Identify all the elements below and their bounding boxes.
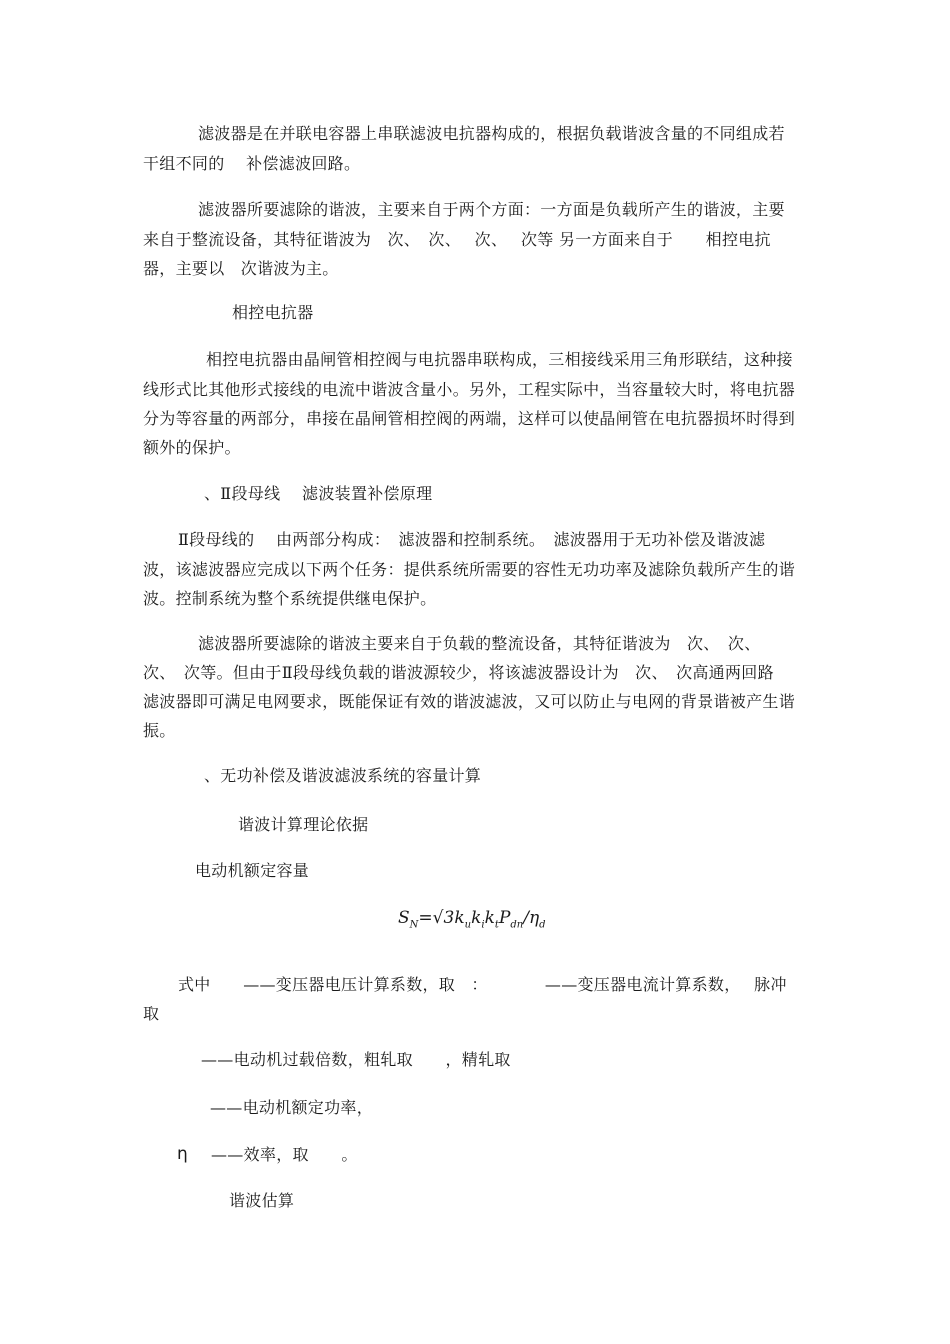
paragraph-line: 分为等容量的两部分，串接在晶闸管相控阀的两端，这样可以使晶闸管在电抗器损坏时得到 xyxy=(143,409,796,428)
paragraph-line: ——效率，取 。 xyxy=(211,1145,358,1164)
paragraph-line: 滤波器即可满足电网要求，既能保证有效的谐波滤波，又可以防止与电网的背景谐被产生谐 xyxy=(143,692,796,711)
paragraph-line: 波，该滤波器应完成以下两个任务：提供系统所需要的容性无功功率及滤除负载所产生的谐 xyxy=(143,560,796,579)
paragraph-line: 线形式比其他形式接线的电流中谐波含量小。另外，工程实际中，当容量较大时，将电抗器 xyxy=(143,380,796,399)
paragraph-line: ——电动机过载倍数，粗轧取 ，精轧取 xyxy=(201,1050,511,1069)
section-heading: 谐波计算理论依据 xyxy=(238,815,369,834)
capacity-formula: $S_N=√3k_uk_ik_tP_{dn}/\eta_d$ xyxy=(398,908,546,931)
paragraph-line: 次、 次等。但由于Ⅱ段母线负载的谐波源较少，将该滤波器设计为 次、 次高通两回路 xyxy=(143,663,774,682)
paragraph-line: 取 xyxy=(143,1004,160,1023)
paragraph-line: 相控电抗器由晶闸管相控阀与电抗器串联构成，三相接线采用三角形联结，这种接 xyxy=(206,350,793,369)
paragraph-line: 来自于整流设备，其特征谐波为 次、 次、 次、 次等 另一方面来自于 相控电抗 xyxy=(143,230,771,249)
eta-symbol: η xyxy=(177,1144,188,1164)
section-heading: 、无功补偿及谐波滤波系统的容量计算 xyxy=(204,766,482,785)
paragraph-line: 干组不同的 补偿滤波回路。 xyxy=(143,154,361,173)
paragraph-line: 滤波器所要滤除的谐波，主要来自于两个方面：一方面是负载所产生的谐波，主要 xyxy=(198,200,785,219)
paragraph-line: 波。控制系统为整个系统提供继电保护。 xyxy=(143,589,437,608)
section-heading: 谐波估算 xyxy=(229,1191,295,1210)
paragraph-line: Ⅱ段母线的 由两部分构成： 滤波器和控制系统。 滤波器用于无功补偿及谐波滤 xyxy=(178,530,766,549)
paragraph-line: 式中 ——变压器电压计算系数，取 ： ——变压器电流计算系数， 脉冲 xyxy=(178,975,787,994)
paragraph-line: 滤波器是在并联电容器上串联滤波电抗器构成的，根据负载谐波含量的不同组成若 xyxy=(198,124,785,143)
paragraph-line: 振。 xyxy=(143,721,176,740)
section-heading: 相控电抗器 xyxy=(232,303,314,322)
paragraph-line: 额外的保护。 xyxy=(143,438,241,457)
paragraph-line: 器，主要以 次谐波为主。 xyxy=(143,259,339,278)
paragraph-line: ——电动机额定功率， xyxy=(210,1098,374,1117)
section-heading: 、Ⅱ段母线 滤波装置补偿原理 xyxy=(204,484,433,503)
subsection-heading: 电动机额定容量 xyxy=(195,861,310,880)
paragraph-line: 滤波器所要滤除的谐波主要来自于负载的整流设备，其特征谐波为 次、 次、 xyxy=(198,634,761,653)
